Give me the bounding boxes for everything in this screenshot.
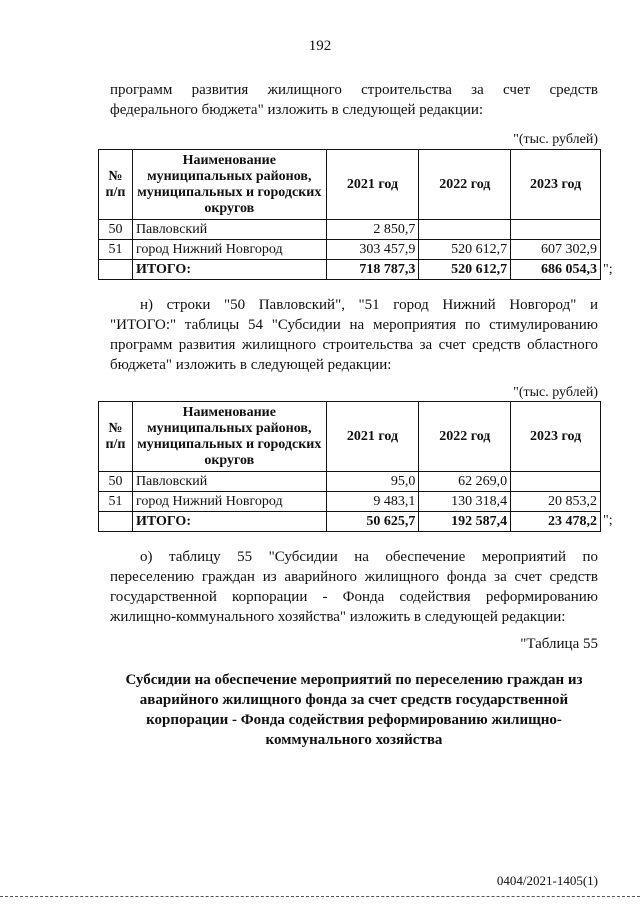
title-line: аварийного жилищного фонда за счет средств государственной (139, 692, 569, 708)
row-num (99, 512, 133, 532)
row-num: 50 (99, 472, 133, 492)
header-2021: 2021 год (326, 402, 419, 472)
subsidy-table-regional (98, 401, 601, 532)
header-name: Наименование муниципальных районов, муниципальных и городских округов (132, 402, 326, 472)
total-label: ИТОГО: (132, 260, 326, 280)
closing-quote-mark: "; (603, 262, 613, 277)
subsidy-table-federal (98, 149, 601, 280)
table-header-row (99, 150, 601, 220)
header-2022: 2022 год (419, 150, 511, 220)
header-2022: 2022 год (419, 402, 511, 472)
row-2021: 303 457,9 (326, 240, 419, 260)
unit-label: "(тыс. рублей) (513, 132, 598, 147)
paragraph-n (110, 295, 598, 375)
table-total-row (99, 260, 601, 280)
total-2022: 192 587,4 (419, 512, 511, 532)
paragraph-line: программ развития жилищного строительства за счет средств областного (110, 337, 598, 353)
table-row (99, 472, 601, 492)
paragraph-line: государственной корпорации - Фонда содействия реформированию (110, 589, 598, 605)
document-code: 0404/2021-1405(1) (496, 873, 598, 888)
row-2022: 130 318,4 (419, 492, 511, 512)
row-2021: 95,0 (326, 472, 419, 492)
paragraph-line: переселению граждан из аварийного жилищного фонда за счет средств (110, 569, 598, 585)
page-bottom-rule (0, 896, 640, 898)
total-2021: 50 625,7 (326, 512, 419, 532)
header-name: Наименование муниципальных районов, муниципальных и городских округов (132, 150, 326, 220)
row-2023: 607 302,9 (511, 240, 601, 260)
intro-line: федерального бюджета" изложить в следующей редакции: (110, 102, 484, 118)
row-num (99, 260, 133, 280)
table-row (99, 492, 601, 512)
row-name: Павловский (132, 472, 326, 492)
header-2023: 2023 год (511, 402, 601, 472)
paragraph-line: жилищно-коммунального хозяйства" изложить в следующей редакции: (110, 609, 566, 625)
row-2022 (419, 220, 511, 240)
row-2023 (511, 220, 601, 240)
table-title (110, 670, 598, 750)
intro-line: программ развития жилищного строительства за счет средств (110, 82, 598, 98)
table-label: "Таблица 55 (520, 636, 598, 652)
title-line: коммунального хозяйства (265, 732, 443, 748)
total-2022: 520 612,7 (419, 260, 511, 280)
row-num: 51 (99, 492, 133, 512)
table-header-row (99, 402, 601, 472)
row-name: Павловский (132, 220, 326, 240)
title-line: корпорации - Фонда содействия реформированию жилищно- (146, 712, 562, 728)
unit-label: "(тыс. рублей) (513, 385, 598, 400)
paragraph-o (110, 547, 598, 627)
table-total-row (99, 512, 601, 532)
row-num: 50 (99, 220, 133, 240)
total-2023: 23 478,2 (511, 512, 601, 532)
row-name: город Нижний Новгород (132, 240, 326, 260)
row-2021: 9 483,1 (326, 492, 419, 512)
total-label: ИТОГО: (132, 512, 326, 532)
table-row (99, 240, 601, 260)
header-2023: 2023 год (511, 150, 601, 220)
header-num: № п/п (99, 402, 133, 472)
title-line: Субсидии на обеспечение мероприятий по переселению граждан из (125, 672, 583, 688)
row-2023: 20 853,2 (511, 492, 601, 512)
paragraph-line: бюджета" изложить в следующей редакции: (110, 357, 392, 373)
header-2021: 2021 год (326, 150, 419, 220)
row-2022: 520 612,7 (419, 240, 511, 260)
paragraph-line: о) таблицу 55 "Субсидии на обеспечение мероприятий по (140, 549, 598, 565)
total-2023: 686 054,3 (511, 260, 601, 280)
intro-paragraph (110, 80, 598, 120)
row-2023 (511, 472, 601, 492)
total-2021: 718 787,3 (326, 260, 419, 280)
row-name: город Нижний Новгород (132, 492, 326, 512)
row-2022: 62 269,0 (419, 472, 511, 492)
row-2021: 2 850,7 (326, 220, 419, 240)
paragraph-line: "ИТОГО:" таблицы 54 "Субсидии на мероприятия по стимулированию (110, 317, 598, 333)
paragraph-line: н) строки "50 Павловский", "51 город Нижний Новгород" и (140, 297, 598, 313)
closing-quote-mark: "; (603, 513, 613, 528)
table-row (99, 220, 601, 240)
page-number: 192 (308, 38, 332, 54)
header-num: № п/п (99, 150, 133, 220)
row-num: 51 (99, 240, 133, 260)
